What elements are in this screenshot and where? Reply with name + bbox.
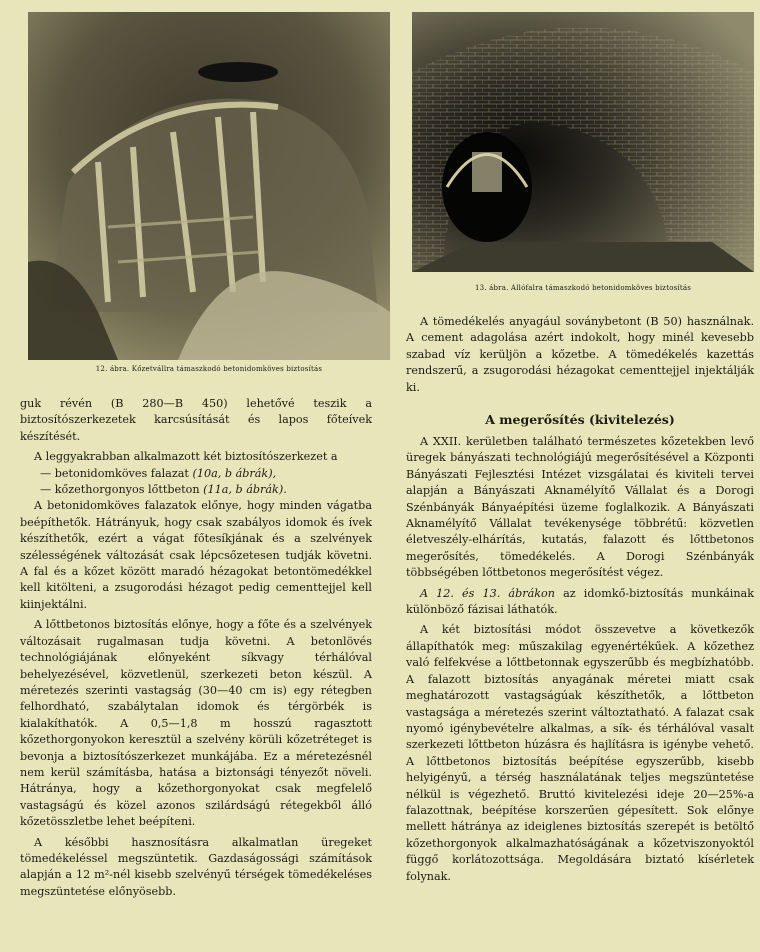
tunnel-vault-photo-icon: [412, 12, 754, 272]
paragraph: A későbbi hasznosításra alkalmatlan üregeket tömedékeléssel megszüntetik. Gazdaságossági számítások alapján a 12 m²-nél kisebb szelvényű térségek tömedékeléses megszüntetése előnyösebb.: [20, 835, 372, 898]
tunnel-arch-photo-icon: [28, 12, 390, 360]
paragraph: A leggyakrabban alkalmazott két biztosítószerkezet a: [34, 450, 338, 464]
figure-13-photo: [412, 12, 754, 272]
paragraph: A XXII. kerületben található természetes kőzetekben levő üregek bányászati technológiájú megerősítésével a Központi Bányászati Fejlesztési Intézet vizsgálatai és kiviteli tervei alapján a Bányászati Aknamélyítő Vállalat és a Dorogi Szénbányák Bányaépítési üzeme foglalkozik. A Bányászati Aknamélyítő Vállalat tevékenysége többrétű: közvetlen életveszély-elhárítás, kutatás, falazott és lőttbetonos megerősítés, tömedékelés. A Dorogi Szénbányák többségében lőttbetonos megerősítést végez.: [406, 435, 754, 580]
paragraph: A betonidomköves falazatok előnye, hogy minden vágatba beépíthetők. Hátrányuk, hogy csak szabályos idomok és ívek készíthetők, ezért a vágat főtesíkjának és a szelvények szélességének változását csak lépcsőzetesen tudják követni. A fal és a kőzet között maradó hézagokat betontömedékkel kell kitölteni, a zsugorodási hézagot pedig cementtejjel kell kiinjektálni.: [20, 499, 372, 611]
figure-13-caption: 13. ábra. Állófalra támaszkodó betonidomköves biztosítás: [474, 284, 692, 292]
list-item-reference: (10a, b ábrák),: [192, 466, 277, 480]
list-item-text: — kőzethorgonyos lőttbeton: [40, 483, 200, 497]
figure-reference: A 12. és 13. ábrákon: [420, 586, 555, 600]
paragraph-text: az idomkő-biztosítás munkáinak különböző fázisai láthatók.: [406, 586, 755, 617]
figure-12-caption: 12. ábra. Kőzetvállra támaszkodó betonidomköves biztosítás: [95, 365, 323, 373]
list-item-reference: (11a, b ábrák).: [203, 483, 287, 497]
section-title: A megerősítés (kivitelezés): [485, 412, 675, 427]
paragraph: A lőttbetonos biztosítás előnye, hogy a főte és a szelvények változásait rugalmasan tudja követni. A betonlövés technológiájának előnyeként síkvagy térhálóval behelyezésével, közvetlenül, szerkezeti beton készül. A méretezés szerinti vastagság (30—40 cm is) egy rétegben felhordható, szabálytalan idomok és térgörbék is kialakíthatók. A 0,5—1,8 m hosszú ragasztott kőzethorgonyokon keresztül a szelvény körüli kőzetréteget is bevonja a biztosítószerkezet munkájába. Ez a méretezésnél nem kerül számításba, hatása a biztonsági tényezőt növeli. Hátránya, hogy a kőzethorgonyokat csak megfelelő vastagságú és közel azonos szilárdságú rétegekből álló kőzetösszletbe lehet beépíteni.: [20, 618, 372, 829]
paragraph: A tömedékelés anyagául soványbetont (B 50) használnak. A cement adagolása azért indokolt, hogy minél kevesebb szabad víz kerüljön a kőzetbe. A tömedékelés kazettás rendszerű, a zsugorodási hézagokat cementtejjel injektálják ki.: [406, 315, 754, 394]
paragraph: [406, 586, 754, 619]
right-body-text: [406, 434, 754, 885]
paragraph: A két biztosítási módot összevetve a következők állapíthatók meg: műszakilag egyenértékűek. A kőzethez való felfekvése a lőttbetonnak egyszerűbb és megbízhatóbb. A falazott biztosítás anyagának méretei miatt csak meghatározott vastagságúak készíthetők, a lőttbeton vastagsága a méretezés szerint változtatható. A falazat csak nyomó igénybevételre alkalmas, a sík- és térhálóval vasalt szerkezeti lőttbeton húzásra és hajlításra is igénybe vehető. A lőttbetonos biztosítás beépítése egyszerűbb, kisebb helyigényű, a térség használatának teljes megszüntetése nélkül is végezhető. Bruttó kivitelezési ideje 20—25%-a falazottnak, beépítése korszerűen gépesített. Sok előnye mellett hátránya az ideiglenes biztosítás szerepét is betöltő kőzethorgonyok alkalmazhatóságának a kőzetviszonyoktól függő korlátozottsága. Megoldására biztató kísérletek folynak.: [406, 623, 754, 883]
list-item: [20, 466, 372, 482]
paragraph: guk révén (B 280—B 450) lehetővé teszik a biztosítószerkezetek karcsúsítását és lapos főteívek készítését.: [20, 397, 372, 443]
list-item: [20, 482, 372, 498]
right-body-text-top: [406, 314, 754, 396]
left-body-text: [20, 396, 372, 900]
figure-12-photo: [28, 12, 390, 360]
list-item-text: — betonidomköves falazat: [40, 466, 189, 480]
